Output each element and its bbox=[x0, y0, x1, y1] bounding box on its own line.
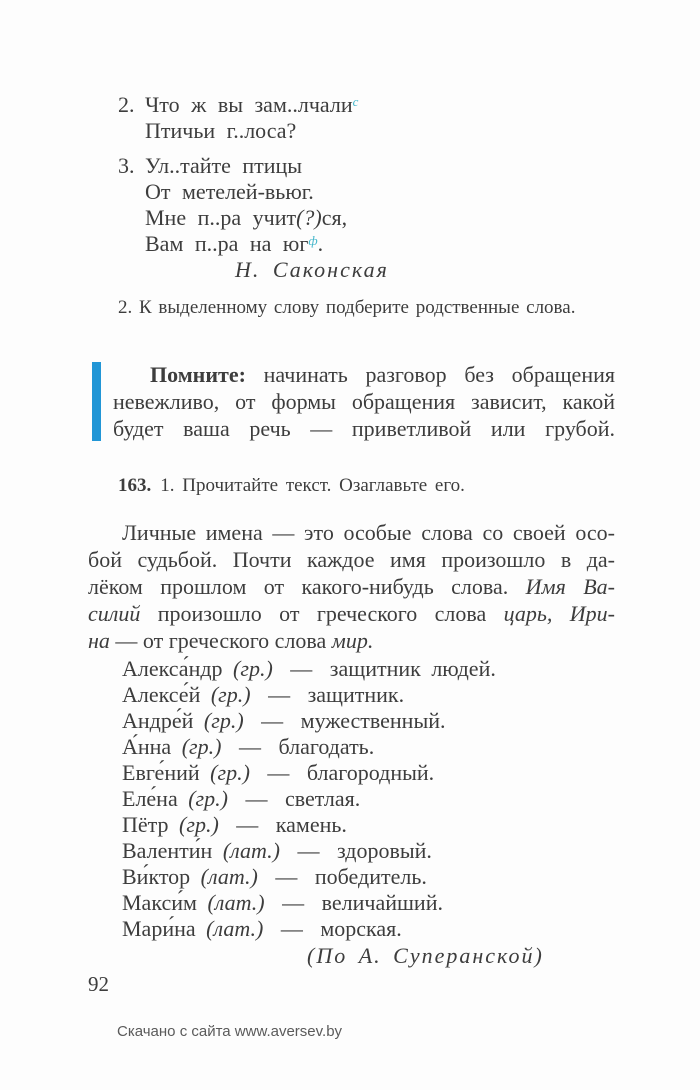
origin-label: (гр.) bbox=[210, 760, 250, 785]
origin-label: (лат.) bbox=[207, 890, 265, 915]
name-entry bbox=[122, 916, 615, 942]
origin-label: (гр.) bbox=[188, 786, 228, 811]
name-entry bbox=[122, 734, 615, 760]
paragraph-line: на — от греческого слова мир. bbox=[88, 628, 374, 653]
origin-label: (лат.) bbox=[206, 916, 264, 941]
meaning-text: победитель. bbox=[314, 864, 427, 889]
intro-paragraph bbox=[88, 519, 615, 654]
page-number: 92 bbox=[88, 972, 109, 996]
remember-note bbox=[113, 361, 615, 442]
origin-label: (гр.) bbox=[210, 682, 251, 707]
name-entry bbox=[122, 656, 615, 682]
paragraph-line: силий произошло от греческого слова царь, Ири- bbox=[88, 601, 615, 626]
name-text: А́нна bbox=[122, 734, 172, 759]
name-entry bbox=[122, 812, 615, 838]
meaning-text: камень. bbox=[275, 812, 347, 837]
note-line: будет ваша речь — приветливой или грубой. bbox=[113, 416, 615, 441]
stanza-number: 3. bbox=[118, 153, 135, 178]
stanza-number: 2. bbox=[118, 92, 135, 117]
paragraph-line: Личные имена — это особые слова со своей осо- bbox=[122, 520, 615, 545]
name-text: Ви́ктор bbox=[122, 864, 191, 889]
dash: — bbox=[267, 760, 290, 785]
meaning-text: защитник людей. bbox=[329, 656, 496, 681]
poem-line: От метелей-вьюг. bbox=[145, 179, 314, 204]
origin-label: (гр.) bbox=[181, 734, 222, 759]
footnote-mark: ф bbox=[308, 233, 318, 248]
meaning-text: светлая. bbox=[284, 786, 361, 811]
poem-line: Вам п..ра на $юг^ф$. bbox=[145, 231, 324, 256]
meaning-text: величайший. bbox=[321, 890, 443, 915]
poem-stanza-3 bbox=[118, 153, 615, 257]
meaning-text: здоровый. bbox=[336, 838, 432, 863]
origin-label: (гр.) bbox=[233, 656, 273, 681]
dash: — bbox=[261, 708, 284, 733]
exercise-instruction: 1. Прочитайте текст. Озаглавьте его. bbox=[160, 475, 465, 496]
dash: — bbox=[238, 734, 261, 759]
note-line: Помните: начинать разговор без обращения bbox=[150, 362, 615, 387]
name-entry bbox=[122, 682, 615, 708]
paragraph-line: лёком прошлом от какого-нибудь слова. Имя Ва- bbox=[88, 574, 615, 599]
name-text: Алекса́ндр bbox=[122, 656, 223, 681]
name-text: Евге́ний bbox=[122, 760, 200, 785]
name-entry bbox=[122, 890, 615, 916]
name-text: Пётр bbox=[122, 812, 169, 837]
dash: — bbox=[268, 682, 291, 707]
dash: — bbox=[275, 864, 298, 889]
meaning-text: благородный. bbox=[306, 760, 435, 785]
dash: — bbox=[282, 890, 305, 915]
name-text: Валенти́н bbox=[122, 838, 213, 863]
name-entry bbox=[122, 760, 615, 786]
footnote-mark: с bbox=[352, 94, 359, 109]
names-list bbox=[122, 656, 615, 942]
note-accent-bar bbox=[92, 362, 101, 441]
meaning-text: защитник. bbox=[307, 682, 405, 707]
name-entry bbox=[122, 786, 615, 812]
meaning-text: мужественный. bbox=[300, 708, 446, 733]
exercise-number: 163. bbox=[118, 475, 152, 496]
paragraph-line: бой судьбой. Почти каждое имя произошло в да- bbox=[88, 547, 615, 572]
origin-label: (гр.) bbox=[203, 708, 244, 733]
name-entry bbox=[122, 864, 615, 890]
dash: — bbox=[280, 916, 303, 941]
name-text: Макси́м bbox=[122, 890, 197, 915]
poem-stanza-2 bbox=[118, 92, 615, 144]
poem-exercise bbox=[88, 92, 615, 283]
page-content bbox=[88, 0, 615, 969]
attribution: (По А. Суперанской) bbox=[307, 943, 544, 968]
dash: — bbox=[297, 838, 320, 863]
poem-line: Что ж вы зам..лчали$^с$ bbox=[145, 92, 359, 117]
dash: — bbox=[245, 786, 268, 811]
poem-line: Мне п..ра учит(?)ся, bbox=[145, 205, 348, 230]
name-text: Алексе́й bbox=[122, 682, 201, 707]
meaning-text: благодать. bbox=[278, 734, 375, 759]
dash: — bbox=[290, 656, 313, 681]
exercise-header bbox=[118, 474, 615, 498]
download-footer: Скачано с сайта www.aversev.by bbox=[117, 1023, 343, 1040]
poem-author: Н. Саконская bbox=[235, 257, 389, 282]
note-line: невежливо, от формы обращения зависит, какой bbox=[113, 389, 615, 414]
meaning-text: морская. bbox=[320, 916, 402, 941]
poem-line: Птичьи г..лоса? bbox=[145, 118, 297, 143]
origin-label: (гр.) bbox=[179, 812, 219, 837]
name-text: Мари́на bbox=[122, 916, 196, 941]
subtask-2: 2. К выделенному слову подберите родственные слова. bbox=[118, 297, 576, 318]
poem-line: Ул..тайте птицы bbox=[145, 153, 303, 178]
name-entry bbox=[122, 708, 615, 734]
name-text: Андре́й bbox=[122, 708, 194, 733]
name-entry bbox=[122, 838, 615, 864]
origin-label: (лат.) bbox=[222, 838, 280, 863]
origin-label: (лат.) bbox=[200, 864, 258, 889]
name-text: Еле́на bbox=[122, 786, 178, 811]
dash: — bbox=[236, 812, 259, 837]
